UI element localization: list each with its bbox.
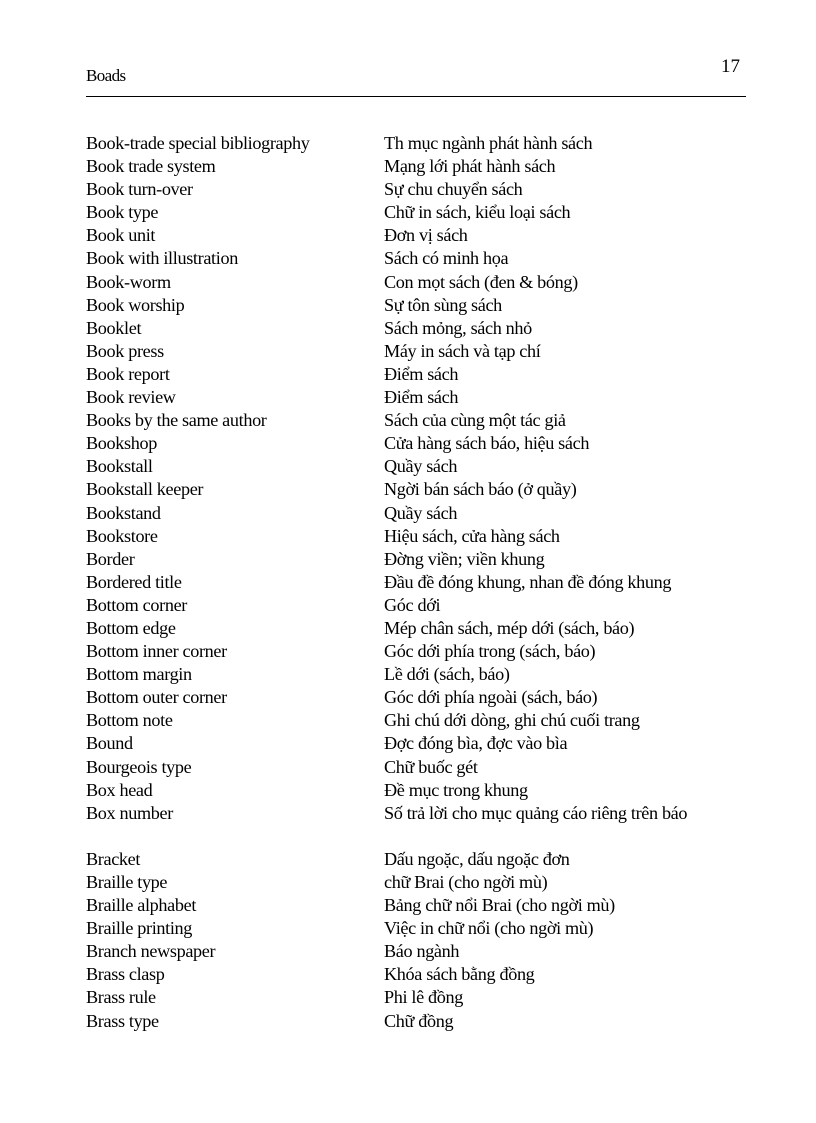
entry-term: Box head	[86, 779, 153, 800]
entry-definition: Đầu đề đóng khung, nhan đề đóng khung	[384, 571, 672, 592]
entry-definition: Hiệu sách, cửa hàng sách	[384, 525, 560, 546]
entry-definition: Chữ đồng	[384, 1010, 454, 1031]
entry-definition: Chữ in sách, kiểu loại sách	[384, 202, 571, 223]
entry-term: Bottom margin	[86, 664, 192, 685]
entry-term: Branch newspaper	[86, 941, 216, 962]
running-head: Boads	[86, 66, 126, 85]
glossary-entry	[86, 340, 746, 363]
entry-term: Bookstand	[86, 502, 161, 523]
entry-definition: chữ Brai (cho ngời mù)	[384, 872, 548, 892]
glossary-entry	[86, 386, 746, 409]
entry-definition: Điểm sách	[384, 363, 459, 384]
entry-definition: Sự chu chuyển sách	[384, 179, 523, 200]
entry-term: Bottom corner	[86, 594, 188, 615]
entry-term: Book worship	[86, 294, 185, 315]
entry-definition: Sách của cùng một tác giả	[384, 410, 566, 431]
entry-term: Book type	[86, 202, 159, 223]
glossary-entry	[86, 432, 746, 455]
entry-definition: Góc dới phía ngoài (sách, báo)	[384, 687, 598, 708]
glossary-entry	[86, 940, 746, 963]
entry-term: Book-worm	[86, 271, 171, 292]
entry-definition: Sự tôn sùng sách	[384, 294, 502, 315]
entry-definition: Quầy sách	[384, 502, 458, 523]
entry-term: Book with illustration	[86, 248, 238, 269]
entry-definition: Đợc đóng bìa, đợc vào bìa	[384, 733, 568, 754]
glossary-entry	[86, 640, 746, 663]
entry-definition: Lề dới (sách, báo)	[384, 664, 510, 685]
glossary-entry	[86, 502, 746, 525]
glossary-entry	[86, 709, 746, 732]
entry-term: Border	[86, 548, 135, 569]
glossary-entry	[86, 963, 746, 986]
entry-definition: Chữ buốc gét	[384, 756, 478, 777]
entry-term: Bottom edge	[86, 617, 176, 638]
entry-definition	[384, 825, 746, 848]
entry-term: Bottom note	[86, 710, 173, 731]
entry-definition: Phi lê đồng	[384, 987, 464, 1008]
entry-term: Bookstall	[86, 456, 153, 477]
entry-term: Bookshop	[86, 433, 157, 454]
entry-definition: Sách mỏng, sách nhỏ	[384, 317, 532, 338]
entry-term: Bottom inner corner	[86, 641, 227, 662]
glossary-list	[86, 132, 746, 1033]
entry-term: Booklet	[86, 317, 142, 338]
entry-term: Braille type	[86, 872, 168, 892]
entry-definition: Mạng lới phát hành sách	[384, 156, 556, 177]
glossary-entry	[86, 917, 746, 940]
glossary-entry	[86, 986, 746, 1009]
entry-definition: Điểm sách	[384, 387, 459, 408]
entry-definition: Khóa sách bằng đồng	[384, 964, 535, 985]
entry-term: Book press	[86, 340, 164, 361]
glossary-entry	[86, 756, 746, 779]
glossary-entry	[86, 1010, 746, 1033]
entry-term	[86, 825, 384, 848]
glossary-entry	[86, 732, 746, 755]
entry-definition: Máy in sách và tạp chí	[384, 340, 541, 361]
glossary-entry	[86, 294, 746, 317]
entry-definition: Th mục ngành phát hành sách	[384, 133, 593, 153]
entry-term: Bound	[86, 733, 133, 754]
glossary-entry	[86, 317, 746, 340]
entry-term: Bottom outer corner	[86, 687, 227, 708]
glossary-entry	[86, 409, 746, 432]
glossary-entry	[86, 224, 746, 247]
entry-term: Braille printing	[86, 918, 193, 939]
entry-definition: Góc dới phía trong (sách, báo)	[384, 641, 596, 662]
entry-term: Box number	[86, 802, 173, 823]
glossary-entry	[86, 548, 746, 571]
glossary-entry	[86, 848, 746, 871]
entry-definition: Số trả lời cho mục quảng cáo riêng trên báo	[384, 802, 688, 823]
entry-term: Bookstore	[86, 525, 158, 546]
entry-definition: Cửa hàng sách báo, hiệu sách	[384, 433, 590, 454]
entry-definition: Quầy sách	[384, 456, 458, 477]
page-number: 17	[721, 56, 740, 77]
entry-term: Book unit	[86, 225, 156, 246]
entry-definition: Góc dới	[384, 594, 441, 615]
entry-definition: Dấu ngoặc, dấu ngoặc đơn	[384, 848, 570, 869]
entry-term: Book review	[86, 387, 176, 408]
glossary-entry	[86, 247, 746, 270]
glossary-entry	[86, 201, 746, 224]
entry-definition: Mép chân sách, mép dới (sách, báo)	[384, 617, 635, 638]
glossary-entry	[86, 871, 746, 894]
entry-definition: Sách có minh họa	[384, 248, 509, 269]
entry-definition: Con mọt sách (đen & bóng)	[384, 271, 578, 292]
entry-term: Book turn-over	[86, 179, 193, 200]
entry-term: Brass rule	[86, 987, 156, 1008]
glossary-entry	[86, 663, 746, 686]
entry-term: Book trade system	[86, 156, 216, 177]
entry-term: Brass type	[86, 1010, 159, 1031]
entry-term: Bookstall keeper	[86, 479, 204, 500]
page-header	[86, 58, 746, 97]
glossary-entry	[86, 802, 746, 825]
glossary-entry	[86, 525, 746, 548]
entry-term: Book-trade special bibliography	[86, 133, 310, 153]
glossary-entry	[86, 478, 746, 501]
entry-definition: Đờng viền; viền khung	[384, 548, 545, 569]
entry-term: Bordered title	[86, 571, 182, 592]
glossary-entry	[86, 155, 746, 178]
glossary-entry	[86, 594, 746, 617]
entry-term: Brass clasp	[86, 964, 165, 985]
glossary-entry	[86, 132, 746, 155]
glossary-entry	[86, 455, 746, 478]
entry-term: Bourgeois type	[86, 756, 192, 777]
glossary-entry	[86, 271, 746, 294]
entry-definition: Bảng chữ nổi Brai (cho ngời mù)	[384, 895, 615, 916]
entry-definition: Việc in chữ nổi (cho ngời mù)	[384, 918, 594, 939]
entry-term: Books by the same author	[86, 410, 267, 431]
glossary-entry	[86, 825, 746, 848]
glossary-entry	[86, 779, 746, 802]
entry-term: Braille alphabet	[86, 895, 197, 916]
entry-definition: Ghi chú dới dòng, ghi chú cuối trang	[384, 710, 640, 731]
entry-definition: Đơn vị sách	[384, 225, 468, 246]
glossary-entry	[86, 894, 746, 917]
glossary-entry	[86, 178, 746, 201]
glossary-entry	[86, 686, 746, 709]
entry-term: Book report	[86, 363, 170, 384]
glossary-entry	[86, 363, 746, 386]
glossary-entry	[86, 617, 746, 640]
entry-definition: Ngời bán sách báo (ở quầy)	[384, 479, 577, 500]
entry-definition: Đề mục trong khung	[384, 779, 528, 800]
glossary-entry	[86, 571, 746, 594]
entry-definition: Báo ngành	[384, 941, 460, 962]
entry-term: Bracket	[86, 848, 141, 869]
